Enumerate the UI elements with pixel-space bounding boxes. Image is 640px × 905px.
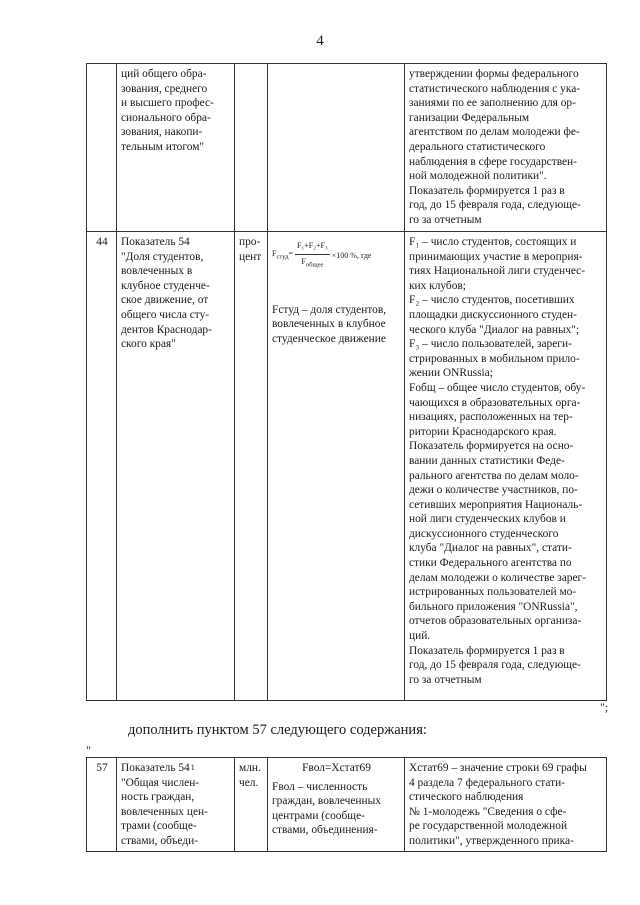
text-line: принимающих участие в мероприя-: [409, 250, 583, 263]
row-number: 44: [96, 236, 108, 248]
text-line: стрированных в мобильном прило-: [409, 352, 580, 365]
text-line: наблюдения в сфере государствен-: [409, 155, 577, 168]
name-lines: [121, 776, 231, 849]
formula-description: [272, 780, 401, 838]
cell-name: [117, 758, 235, 852]
text-line: Показатель формируется 1 раз в: [409, 184, 565, 197]
text-line: статистического наблюдения с ука-: [409, 82, 581, 95]
text-line: тельным итогом": [121, 140, 205, 153]
text-line: заниями по ее заполнению для ор-: [409, 97, 576, 110]
table-row: [87, 758, 607, 852]
text-line: студенческое движение: [272, 332, 386, 345]
text-line: жении ONRussia;: [409, 367, 493, 380]
text-line: тиях Национальной лиги студенчес-: [409, 265, 586, 278]
text-line: граждан, вовлеченных: [272, 795, 381, 808]
text-line: клубное студенче-: [121, 279, 210, 292]
text-line: го за отчетным: [409, 673, 482, 686]
text-line: Xстат69 – значение строки 69 графы: [409, 762, 587, 774]
cell-formula: [268, 758, 405, 852]
name-superscript: 1: [190, 763, 195, 772]
text-line: делам молодежи о количестве зарег-: [409, 571, 587, 584]
text-line: ких клубов;: [409, 279, 466, 292]
cell-name: [117, 232, 235, 701]
cell-num: [87, 758, 117, 852]
text-line: вовлеченных в клубное: [272, 318, 386, 331]
text-line: F₃ – число пользователей, зареги-: [409, 338, 572, 351]
formula-numerator: F₁+F₂+F₃: [295, 239, 330, 255]
text-line: трами (сообще-: [121, 820, 197, 833]
text-line: клуба "Диалог на равных", стати-: [409, 542, 572, 555]
page-number: 4: [316, 33, 324, 49]
text-line: Fобщ – общее число студентов, обу-: [409, 381, 586, 394]
text-line: № 1-молодежь "Сведения о сфе-: [409, 805, 567, 818]
text-line: дентов Краснодар-: [121, 323, 212, 336]
cell-formula: [268, 232, 405, 701]
text-line: ское движение, от: [121, 294, 209, 307]
text-line: Fстуд – доля студентов,: [272, 303, 387, 316]
text-line: F₂ – число студентов, посетивших: [409, 294, 575, 307]
text-line: агентством по делам молодежи фе-: [409, 126, 580, 139]
text-line: политики", утвержденного прика-: [409, 834, 574, 847]
text-line: отчетов образовательных организа-: [409, 615, 582, 628]
unit-lines: [239, 761, 264, 790]
text-line: вовлеченных в: [121, 265, 193, 278]
row-number: 57: [96, 762, 108, 774]
text-line: истрированных пользователей мо-: [409, 586, 577, 599]
indicators-table-bottom: [86, 757, 607, 852]
text-line: Показатель 54: [121, 236, 190, 248]
text-line: низациях, расположенных на тер-: [409, 411, 573, 424]
text-line: ческого клуба "Диалог на равных";: [409, 323, 580, 336]
text-line: чел.: [239, 776, 259, 789]
text-line: зования, накопи-: [121, 126, 203, 139]
text-line: млн.: [239, 762, 261, 774]
text-line: дискуссионного студенческого: [409, 527, 559, 540]
formula-fraction: [295, 239, 330, 273]
cell-method: [405, 758, 607, 852]
cell-unit: [235, 64, 268, 232]
text-line: "Доля студентов,: [121, 250, 204, 263]
name-first-line: Показатель $54^1$: [121, 762, 195, 774]
cell-method: [405, 64, 607, 232]
text-line: зования, среднего: [121, 82, 208, 95]
text-line: площадки дискуссионного студен-: [409, 308, 577, 321]
text-line: бильного приложения "ONRussia",: [409, 600, 578, 613]
text-line: 4 раздела 7 федерального стати-: [409, 776, 565, 789]
text-line: чающихся в образовательных орга-: [409, 396, 581, 409]
cell-method: [405, 232, 607, 701]
text-line: и высшего профес-: [121, 97, 214, 110]
opening-quote: ": [86, 743, 91, 757]
cell-unit: [235, 758, 268, 852]
text-line: "Общая числен-: [121, 776, 200, 789]
name-lines: [121, 235, 231, 352]
text-line: вании данных статистики Феде-: [409, 454, 565, 467]
text-line: ганизации Федеральным: [409, 111, 530, 124]
text-line: ствами, объеди-: [121, 834, 199, 847]
indicators-table-top: [86, 63, 607, 701]
text-line: сетивших мероприятия Националь-: [409, 498, 583, 511]
text-line: центрами (сообще-: [272, 809, 365, 822]
amendment-text: дополнить пунктом 57 следующего содержания:: [128, 722, 427, 738]
unit-lines: [239, 235, 264, 264]
text-line: вовлеченных цен-: [121, 805, 208, 818]
text-line: сионального обра-: [121, 111, 211, 124]
formula-denominator: $F_{общее}$: [301, 256, 324, 269]
text-line: про-: [239, 236, 261, 248]
text-line: стического наблюдения: [409, 791, 524, 804]
text-line: утверждении формы федерального: [409, 68, 579, 80]
text-line: го за отчетным: [409, 213, 482, 226]
formula-lhs: $F_{студ}=$: [272, 248, 294, 261]
cell-formula: [268, 64, 405, 232]
text-line: общего числа сту-: [121, 308, 210, 321]
table-row: [87, 64, 607, 232]
text-line: год, до 15 февраля года, следующе-: [409, 199, 581, 212]
text-line: цент: [239, 250, 262, 263]
name-lines: [121, 67, 231, 155]
text-line: стики Федерального агентства по: [409, 557, 572, 570]
method-lines: [409, 67, 603, 228]
formula: Fвол=Xстат69: [302, 762, 371, 774]
text-line: Показатель формируется на осно-: [409, 440, 574, 453]
text-line: F₁ – число студентов, состоящих и: [409, 236, 577, 248]
text-line: ре государственной молодежной: [409, 820, 568, 833]
text-line: ций общего обра-: [121, 68, 207, 80]
formula: [272, 239, 401, 273]
closing-quote: ";: [600, 700, 609, 714]
text-line: Показатель формируется 1 раз в: [409, 644, 565, 657]
text-line: рального агентства по делам моло-: [409, 469, 579, 482]
text-line: Fвол – численность: [272, 780, 368, 793]
text-line: ского края": [121, 338, 176, 351]
table-row: [87, 232, 607, 701]
formula-rhs: ×100 %, где: [331, 250, 372, 260]
text-line: ной лиги студенческих клубов и: [409, 513, 566, 526]
text-line: ствами, объединения-: [272, 824, 378, 837]
method-lines: [409, 235, 603, 687]
text-line: дежи о количестве участников, по-: [409, 484, 578, 497]
cell-num: [87, 232, 117, 701]
formula-description: [272, 303, 401, 347]
cell-unit: [235, 232, 268, 701]
text-line: ритории Краснодарского края.: [409, 425, 557, 438]
text-line: дерального статистического: [409, 140, 546, 153]
cell-name: [117, 64, 235, 232]
text-line: год, до 15 февраля года, следующе-: [409, 659, 581, 672]
text-line: ций.: [409, 630, 431, 643]
cell-num: [87, 64, 117, 232]
text-line: ной молодежной политики".: [409, 170, 547, 183]
method-lines: [409, 761, 603, 849]
text-line: ность граждан,: [121, 791, 195, 804]
